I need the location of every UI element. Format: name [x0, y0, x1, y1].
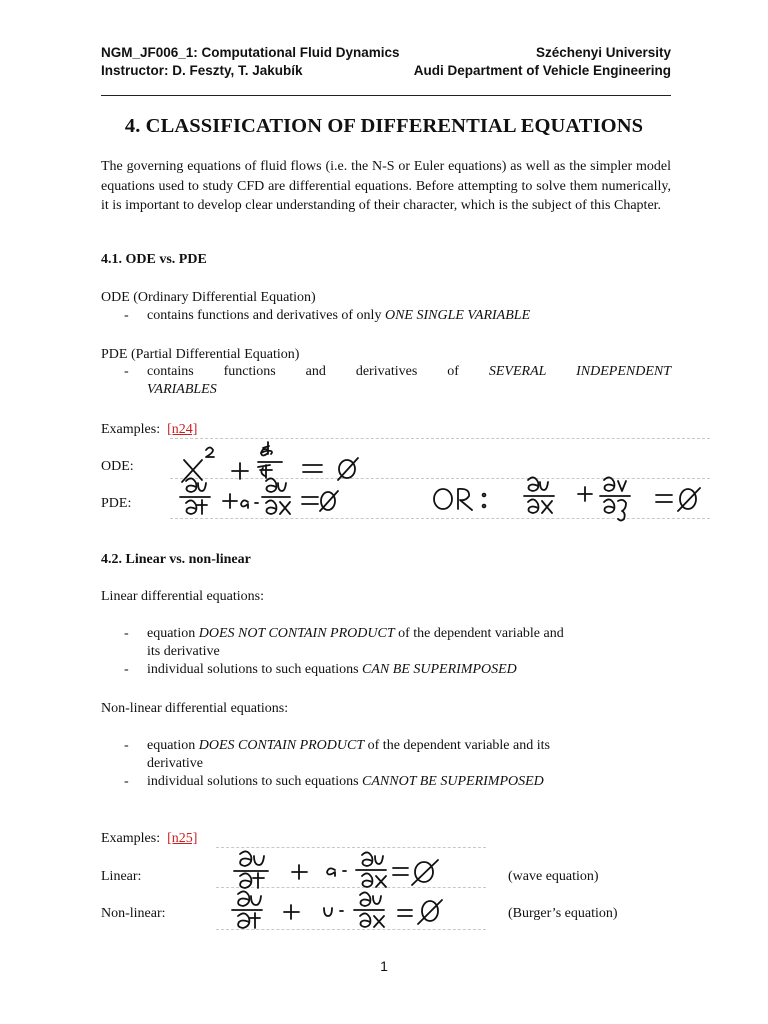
burgers-equation-name: (Burger’s equation) — [508, 906, 618, 921]
linear-label: Linear: — [101, 869, 142, 884]
emphasis-variables: VARIABLES — [147, 382, 217, 397]
pde-definition: PDE (Partial Differential Equation) — [101, 347, 300, 362]
emphasis-does-not-contain-product: DOES NOT CONTAIN PRODUCT — [198, 626, 395, 641]
wave-equation-name: (wave equation) — [508, 869, 599, 884]
document-page: NGM_JF006_1: Computational Fluid Dynamics Széchenyi University Instructor: D. Feszty, T. Jakubík Audi Department of Vehicle Engineering 4. CLASSIFICATION OF DIFFERENTIAL EQUATIONS The governing equations of fluid flows (i.e. the N-S or Euler equations) as well as the simpler model equations used to study CFD are differential equations. Before attempting to solve them numerically, it is important to develop clear understanding of their character, which is the subject of this Chapter. 4.1. ODE vs. PDE ODE (Ordinary Differential Equation) - contains functions and derivatives of only ONE SINGLE VARIABLE PDE (Partial Differential Equation) - contains functions and derivatives of SEVERAL INDEPENDENT VARIABLES Examples: [n24] ODE: PDE: 4.2. Linear vs. non-linear Linear differential equations: - equation DOES NOT CONTAIN PRODUCT of the dependent variable and its derivative - individual solutions to such equations CAN BE SUPERIMPOSED Non-linear differential equations: - equation DOES CONTAIN PRODUCT of the dependent variable and its derivative - individual solutions to such equations CANNOT BE SUPERIMPOSED Examples: [n25] Linear: Non-linear: (wave equation) (Burger’s equation) 1 — [0, 0, 768, 1024]
nonlinear-intro: Non-linear differential equations: — [101, 701, 289, 716]
chapter-title: 4. CLASSIFICATION OF DIFFERENTIAL EQUATIONS — [124, 115, 644, 137]
page-number: 1 — [380, 958, 388, 974]
handwritten-pde-equations — [178, 473, 718, 523]
emphasis-cannot-be-superimposed: CANNOT BE SUPERIMPOSED — [362, 774, 544, 789]
reference-link-n25[interactable]: [n25] — [167, 831, 198, 846]
emphasis-does-contain-product: DOES CONTAIN PRODUCT — [198, 738, 365, 753]
instructor-line: Instructor: D. Feszty, T. Jakubík — [101, 63, 303, 78]
handwritten-wave-equation — [228, 848, 468, 892]
section-heading-4-2: 4.2. Linear vs. non-linear — [101, 552, 251, 567]
intro-paragraph: The governing equations of fluid flows (i.e. the N-S or Euler equations) as well as the simpler model equations used to study CFD are differential equations. Before attempting to solve them numerically, it is important to develop clear understanding of their character, which is the subject of this Chapter. — [101, 159, 671, 213]
emphasis-several-independent: SEVERAL INDEPENDENT — [488, 364, 671, 379]
emphasis-one-single-variable: ONE SINGLE VARIABLE — [384, 308, 531, 323]
course-title: NGM_JF006_1: Computational Fluid Dynamics — [101, 45, 400, 60]
ode-definition: ODE (Ordinary Differential Equation) — [101, 290, 316, 305]
header-row-2 — [101, 62, 671, 80]
header-row-1 — [101, 44, 671, 62]
linear-intro: Linear differential equations: — [101, 589, 265, 604]
ode-label: ODE: — [101, 459, 134, 474]
reference-link-n24[interactable]: [n24] — [167, 422, 198, 437]
header-divider — [101, 95, 671, 96]
emphasis-can-be-superimposed: CAN BE SUPERIMPOSED — [362, 662, 517, 677]
handwritten-burgers-equation — [228, 888, 468, 932]
department-name: Audi Department of Vehicle Engineering — [413, 63, 671, 78]
pde-label: PDE: — [101, 496, 132, 511]
examples-row-n25: Examples: [n25] — [101, 831, 198, 846]
section-heading-4-1: 4.1. ODE vs. PDE — [101, 252, 207, 267]
university-name: Széchenyi University — [535, 45, 671, 60]
nonlinear-label: Non-linear: — [101, 906, 166, 921]
examples-row-n24: Examples: [n24] — [101, 422, 198, 437]
